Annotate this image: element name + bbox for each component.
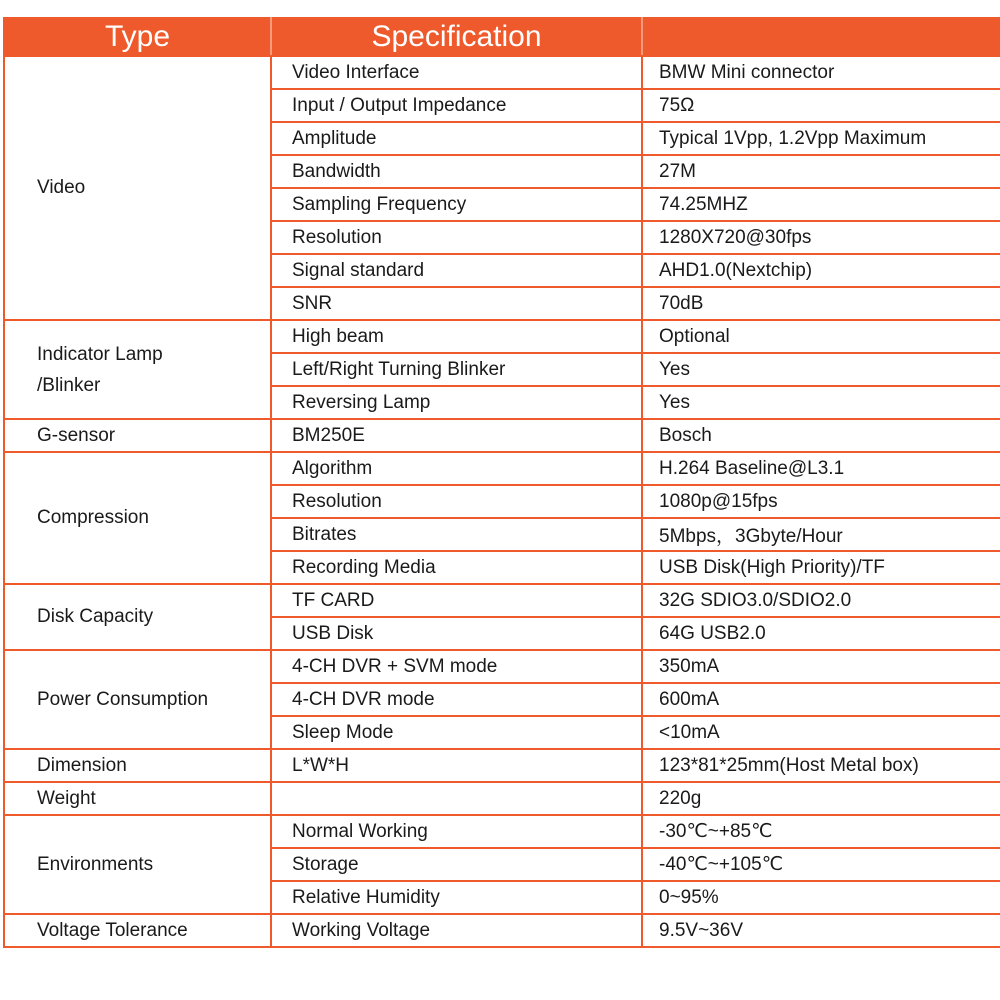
value-cell: -30℃~+85℃ [642,815,1000,848]
spec-cell: TF CARD [271,584,642,617]
type-cell: Video [4,56,271,320]
spec-cell: Bandwidth [271,155,642,188]
spec-cell: Video Interface [271,56,642,89]
table-row [4,749,1000,782]
spec-cell: Sleep Mode [271,716,642,749]
spec-cell: High beam [271,320,642,353]
header-value [642,18,1000,56]
table-row [4,56,1000,89]
header-type: Type [4,18,271,56]
type-cell: Weight [4,782,271,815]
type-cell: Voltage Tolerance [4,914,271,947]
value-cell: 350mA [642,650,1000,683]
type-cell: Compression [4,452,271,584]
type-cell: Dimension [4,749,271,782]
value-cell: 600mA [642,683,1000,716]
spec-cell: Amplitude [271,122,642,155]
spec-cell: Input / Output Impedance [271,89,642,122]
value-cell: H.264 Baseline@L3.1 [642,452,1000,485]
type-cell: Indicator Lamp /Blinker [4,320,271,419]
value-cell: 9.5V~36V [642,914,1000,947]
spec-cell: Recording Media [271,551,642,584]
spec-cell [271,782,642,815]
spec-cell: Bitrates [271,518,642,551]
spec-cell: Normal Working [271,815,642,848]
value-cell: 64G USB2.0 [642,617,1000,650]
value-cell: 220g [642,782,1000,815]
specification-table [3,17,1000,948]
value-cell: 1280X720@30fps [642,221,1000,254]
value-cell: 75Ω [642,89,1000,122]
value-cell: Yes [642,353,1000,386]
value-cell: Bosch [642,419,1000,452]
spec-cell: 4-CH DVR + SVM mode [271,650,642,683]
table-row [4,650,1000,683]
spec-cell: Storage [271,848,642,881]
value-cell: BMW Mini connector [642,56,1000,89]
table-row [4,584,1000,617]
table-row [4,452,1000,485]
value-cell: USB Disk(High Priority)/TF [642,551,1000,584]
spec-cell: 4-CH DVR mode [271,683,642,716]
table-row [4,320,1000,353]
header-row [4,18,1000,56]
spec-cell: Algorithm [271,452,642,485]
type-cell: G-sensor [4,419,271,452]
value-cell: 27M [642,155,1000,188]
spec-cell: Reversing Lamp [271,386,642,419]
spec-cell: Signal standard [271,254,642,287]
table-row [4,815,1000,848]
spec-cell: Resolution [271,485,642,518]
spec-cell: L*W*H [271,749,642,782]
type-cell: Power Consumption [4,650,271,749]
value-cell: Optional [642,320,1000,353]
value-cell: Typical 1Vpp, 1.2Vpp Maximum [642,122,1000,155]
value-cell: 32G SDIO3.0/SDIO2.0 [642,584,1000,617]
value-cell: 1080p@15fps [642,485,1000,518]
table-row [4,419,1000,452]
type-cell: Disk Capacity [4,584,271,650]
spec-cell: Resolution [271,221,642,254]
value-cell: 0~95% [642,881,1000,914]
value-cell: 70dB [642,287,1000,320]
spec-cell: USB Disk [271,617,642,650]
spec-cell: Relative Humidity [271,881,642,914]
value-cell: <10mA [642,716,1000,749]
spec-cell: SNR [271,287,642,320]
value-cell: 5Mbps，3Gbyte/Hour [642,518,1000,551]
spec-cell: BM250E [271,419,642,452]
table-row [4,914,1000,947]
type-cell: Environments [4,815,271,914]
value-cell: AHD1.0(Nextchip) [642,254,1000,287]
spec-cell: Sampling Frequency [271,188,642,221]
value-cell: 74.25MHZ [642,188,1000,221]
table-body [4,56,1000,947]
spec-cell: Left/Right Turning Blinker [271,353,642,386]
value-cell: Yes [642,386,1000,419]
spec-cell: Working Voltage [271,914,642,947]
value-cell: 123*81*25mm(Host Metal box) [642,749,1000,782]
header-specification: Specification [271,18,642,56]
table-row [4,782,1000,815]
value-cell: -40℃~+105℃ [642,848,1000,881]
